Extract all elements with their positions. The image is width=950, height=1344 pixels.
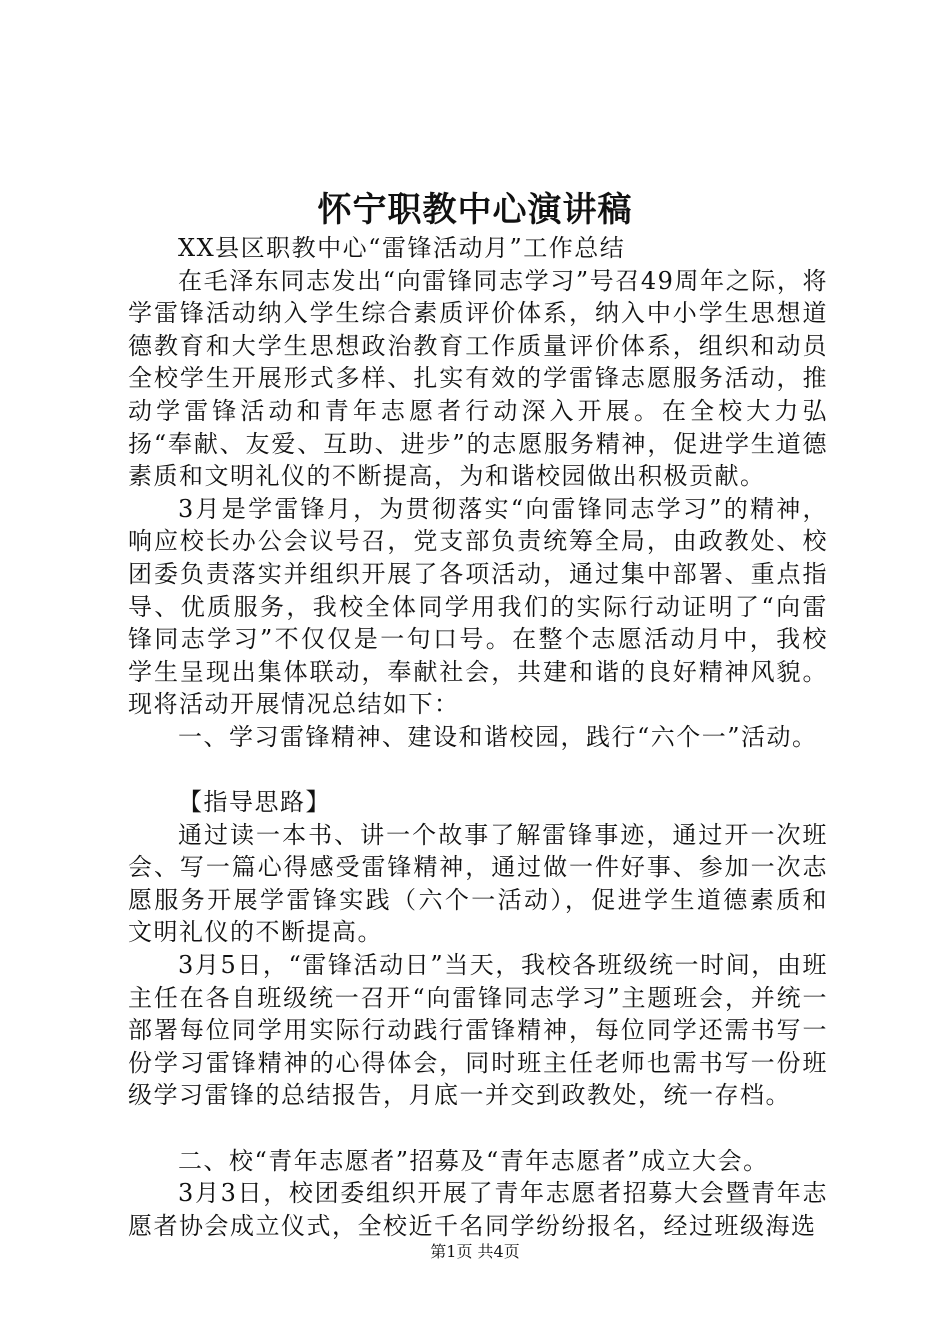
page-number-footer: 第1页 共4页 [430, 1242, 520, 1261]
body-paragraph: 通过读一本书、讲一个故事了解雷锋事迹，通过开一次班会、写一篇心得感受雷锋精神，通过做一件好事、参加一次志愿服务开展学雷锋实践（六个一活动），促进学生道德素质和文明礼仪的不断提高。 [128, 820, 828, 947]
document-body [128, 232, 828, 1242]
blank-line [128, 1112, 828, 1145]
section-heading: 二、校“青年志愿者”招募及“青年志愿者”成立大会。 [178, 1146, 769, 1175]
body-paragraph: 3月3日，校团委组织开展了青年志愿者招募大会暨青年志愿者协会成立仪式，全校近千名同学纷纷报名，经过班级海选 [128, 1179, 828, 1240]
section-heading: 一、学习雷锋精神、建设和谐校园，践行“六个一”活动。 [178, 722, 818, 751]
body-paragraph: 3月5日，“雷锋活动日”当天，我校各班级统一时间，由班主任在各自班级统一召开“向雷锋同志学习”主题班会，并统一部署每位同学用实际行动践行雷锋精神，每位同学还需书写一份学习雷锋精神的心得体会，同时班主任老师也需书写一份班级学习雷锋的总结报告，月底一并交到政教处，统一存档。 [128, 951, 828, 1110]
guidance-heading: 【指导思路】 [178, 788, 331, 817]
body-paragraph: 在毛泽东同志发出“向雷锋同志学习”号召49周年之际，将学雷锋活动纳入学生综合素质评价体系，纳入中小学生思想道德教育和大学生思想政治教育工作质量评价体系，组织和动员全校学生开展形式多样、扎实有效的学雷锋志愿服务活动，推动学雷锋活动和青年志愿者行动深入开展。在全校大力弘扬“奉献、友爱、互助、进步”的志愿服务精神，促进学生道德素质和文明礼仪的不断提高，为和谐校园做出积极贡献。 [128, 266, 828, 491]
blank-line [128, 754, 828, 787]
body-paragraph: 3月是学雷锋月，为贯彻落实“向雷锋同志学习”的精神，响应校长办公会议号召，党支部负责统筹全局，由政教处、校团委负责落实并组织开展了各项活动，通过集中部署、重点指导、优质服务，我校全体同学用我们的实际行动证明了“向雷锋同志学习”不仅仅是一句口号。在整个志愿活动月中，我校学生呈现出集体联动，奉献社会，共建和谐的良好精神风貌。现将活动开展情况总结如下： [128, 494, 828, 719]
subtitle-paragraph: XX县区职教中心“雷锋活动月”工作总结 [178, 234, 626, 262]
document-title: 怀宁职教中心演讲稿 [317, 190, 633, 230]
